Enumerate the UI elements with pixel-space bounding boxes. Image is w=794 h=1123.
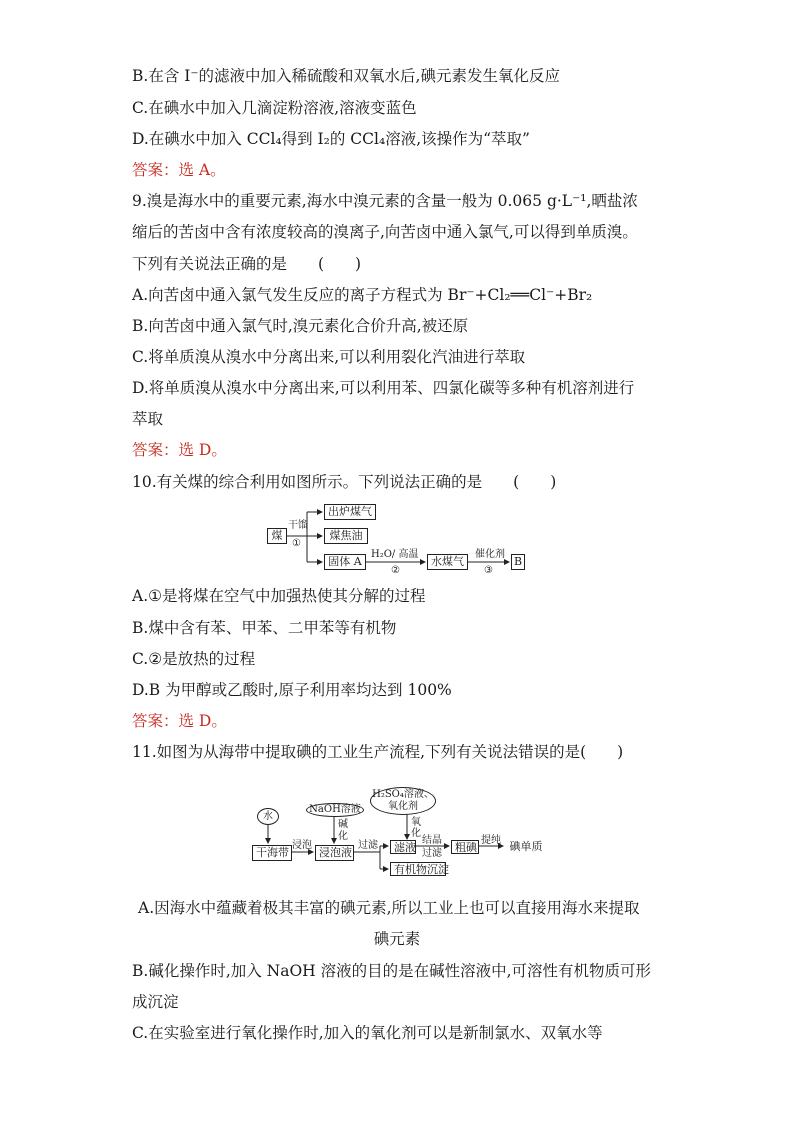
- iodine-extraction-diagram: [0, 780, 794, 880]
- h2so4-oxidant-ellipse: [370, 787, 436, 815]
- naoh-solution-ellipse: NaOH溶液: [306, 803, 364, 817]
- q10-option-c: C.②是放热的过程: [132, 650, 256, 668]
- water-ellipse: 水: [257, 808, 279, 825]
- catalyst-label: 催化剂: [475, 549, 505, 560]
- soak-label: 浸泡: [292, 840, 312, 851]
- q9-stem-line1: 9.溴是海水中的重要元素,海水中溴元素的含量一般为 0.065 g·L⁻¹,晒盐浓: [132, 192, 638, 210]
- step-3-label: ③: [484, 565, 493, 576]
- q11-option-b-line2: 成沉淀: [132, 993, 179, 1011]
- q10-option-d: D.B 为甲醇或乙酸时,原子利用率均达到 100%: [132, 681, 452, 699]
- q9-stem-line3: 下列有关说法正确的是 ( ): [132, 255, 362, 273]
- h2so4-label-line1: H₂SO₄溶液、: [372, 789, 434, 800]
- alkalize-label-1: [338, 819, 350, 843]
- purify-label: 提纯: [481, 835, 501, 846]
- q11-option-b-line1: B.碱化操作时,加入 NaOH 溶液的目的是在碱性溶液中,可溶性有机物质可形: [132, 962, 652, 980]
- water-high-temp-label: H₂O/ 高温: [371, 549, 419, 560]
- q9-stem-line2: 缩后的苦卤中含有浓度较高的溴离子,向苦卤中通入氯气,可以得到单质溴。: [132, 223, 638, 241]
- coal-tar-box: 煤焦油: [324, 528, 368, 544]
- q8-option-c: C.在碘水中加入几滴淀粉溶液,溶液变蓝色: [132, 99, 417, 117]
- solid-a-box: 固体 A: [324, 554, 366, 570]
- q9-option-b: B.向苦卤中通入氯气时,溴元素化合价升高,被还原: [132, 317, 469, 335]
- dry-kelp-box: 干海带: [252, 845, 292, 861]
- step-2-label: ②: [391, 565, 400, 576]
- coal-box: 煤: [267, 528, 287, 544]
- q11-option-a-line1: A.因海水中蕴藏着极其丰富的碘元素,所以工业上也可以直接用海水来提取: [138, 899, 640, 917]
- q10-answer: 答案：选 D。: [132, 712, 227, 730]
- q9-option-d-line2: 萃取: [132, 410, 164, 428]
- q11-option-c: C.在实验室进行氧化操作时,加入的氧化剂可以是新制氯水、双氧水等: [132, 1024, 603, 1042]
- q10-option-b: B.煤中含有苯、甲苯、二甲苯等有机物: [132, 619, 397, 637]
- iodine-element-label: 碘单质: [505, 840, 547, 854]
- q9-option-d-line1: D.将单质溴从溴水中分离出来,可以利用苯、四氯化碳等多种有机溶剂进行: [132, 379, 635, 397]
- h2so4-label-line2: 氧化剂: [388, 801, 418, 812]
- filter-label-2: 过滤: [422, 848, 442, 859]
- coal-utilization-diagram: [0, 498, 794, 578]
- filtrate-box: 滤液: [390, 840, 416, 854]
- crude-iodine-box: 粗碘: [451, 840, 479, 854]
- q11-option-a-line2: 碘元素: [373, 930, 421, 948]
- filter-label: 过滤: [358, 840, 378, 851]
- q8-option-d: D.在碘水中加入 CCl₄得到 I₂的 CCl₄溶液,该操作为“萃取”: [132, 130, 530, 148]
- q10-stem: 10.有关煤的综合利用如图所示。下列说法正确的是 ( ): [132, 473, 557, 491]
- soak-liquid-box: 浸泡液: [315, 845, 354, 861]
- q10-option-a: A.①是将煤在空气中加强热使其分解的过程: [132, 587, 426, 605]
- q8-option-b: B.在含 I⁻的滤液中加入稀硫酸和双氧水后,碘元素发生氧化反应: [132, 67, 560, 85]
- q8-answer: 答案：选 A。: [132, 161, 226, 179]
- q9-option-a: A.向苦卤中通入氯气发生反应的离子方程式为 Br⁻+Cl₂══Cl⁻+Br₂: [132, 286, 593, 304]
- step-1-label: ①: [292, 538, 301, 549]
- alkalize-text: 碱化: [338, 819, 348, 842]
- water-gas-box: 水煤气: [427, 554, 468, 570]
- crystallize-label: 结晶: [422, 835, 442, 846]
- product-b-box: B: [511, 554, 525, 570]
- q9-option-c: C.将单质溴从溴水中分离出来,可以利用裂化汽油进行萃取: [132, 348, 526, 366]
- dry-distillation-label: 干馏: [288, 520, 308, 531]
- q9-answer: 答案：选 D。: [132, 441, 227, 459]
- q11-stem: 11.如图为从海带中提取碘的工业生产流程,下列有关说法错误的是( ): [132, 743, 624, 761]
- oxidize-label: 氧化: [411, 817, 421, 839]
- furnace-gas-box: 出炉煤气: [324, 504, 376, 520]
- organic-precipitate-box: 有机物沉淀: [390, 862, 446, 876]
